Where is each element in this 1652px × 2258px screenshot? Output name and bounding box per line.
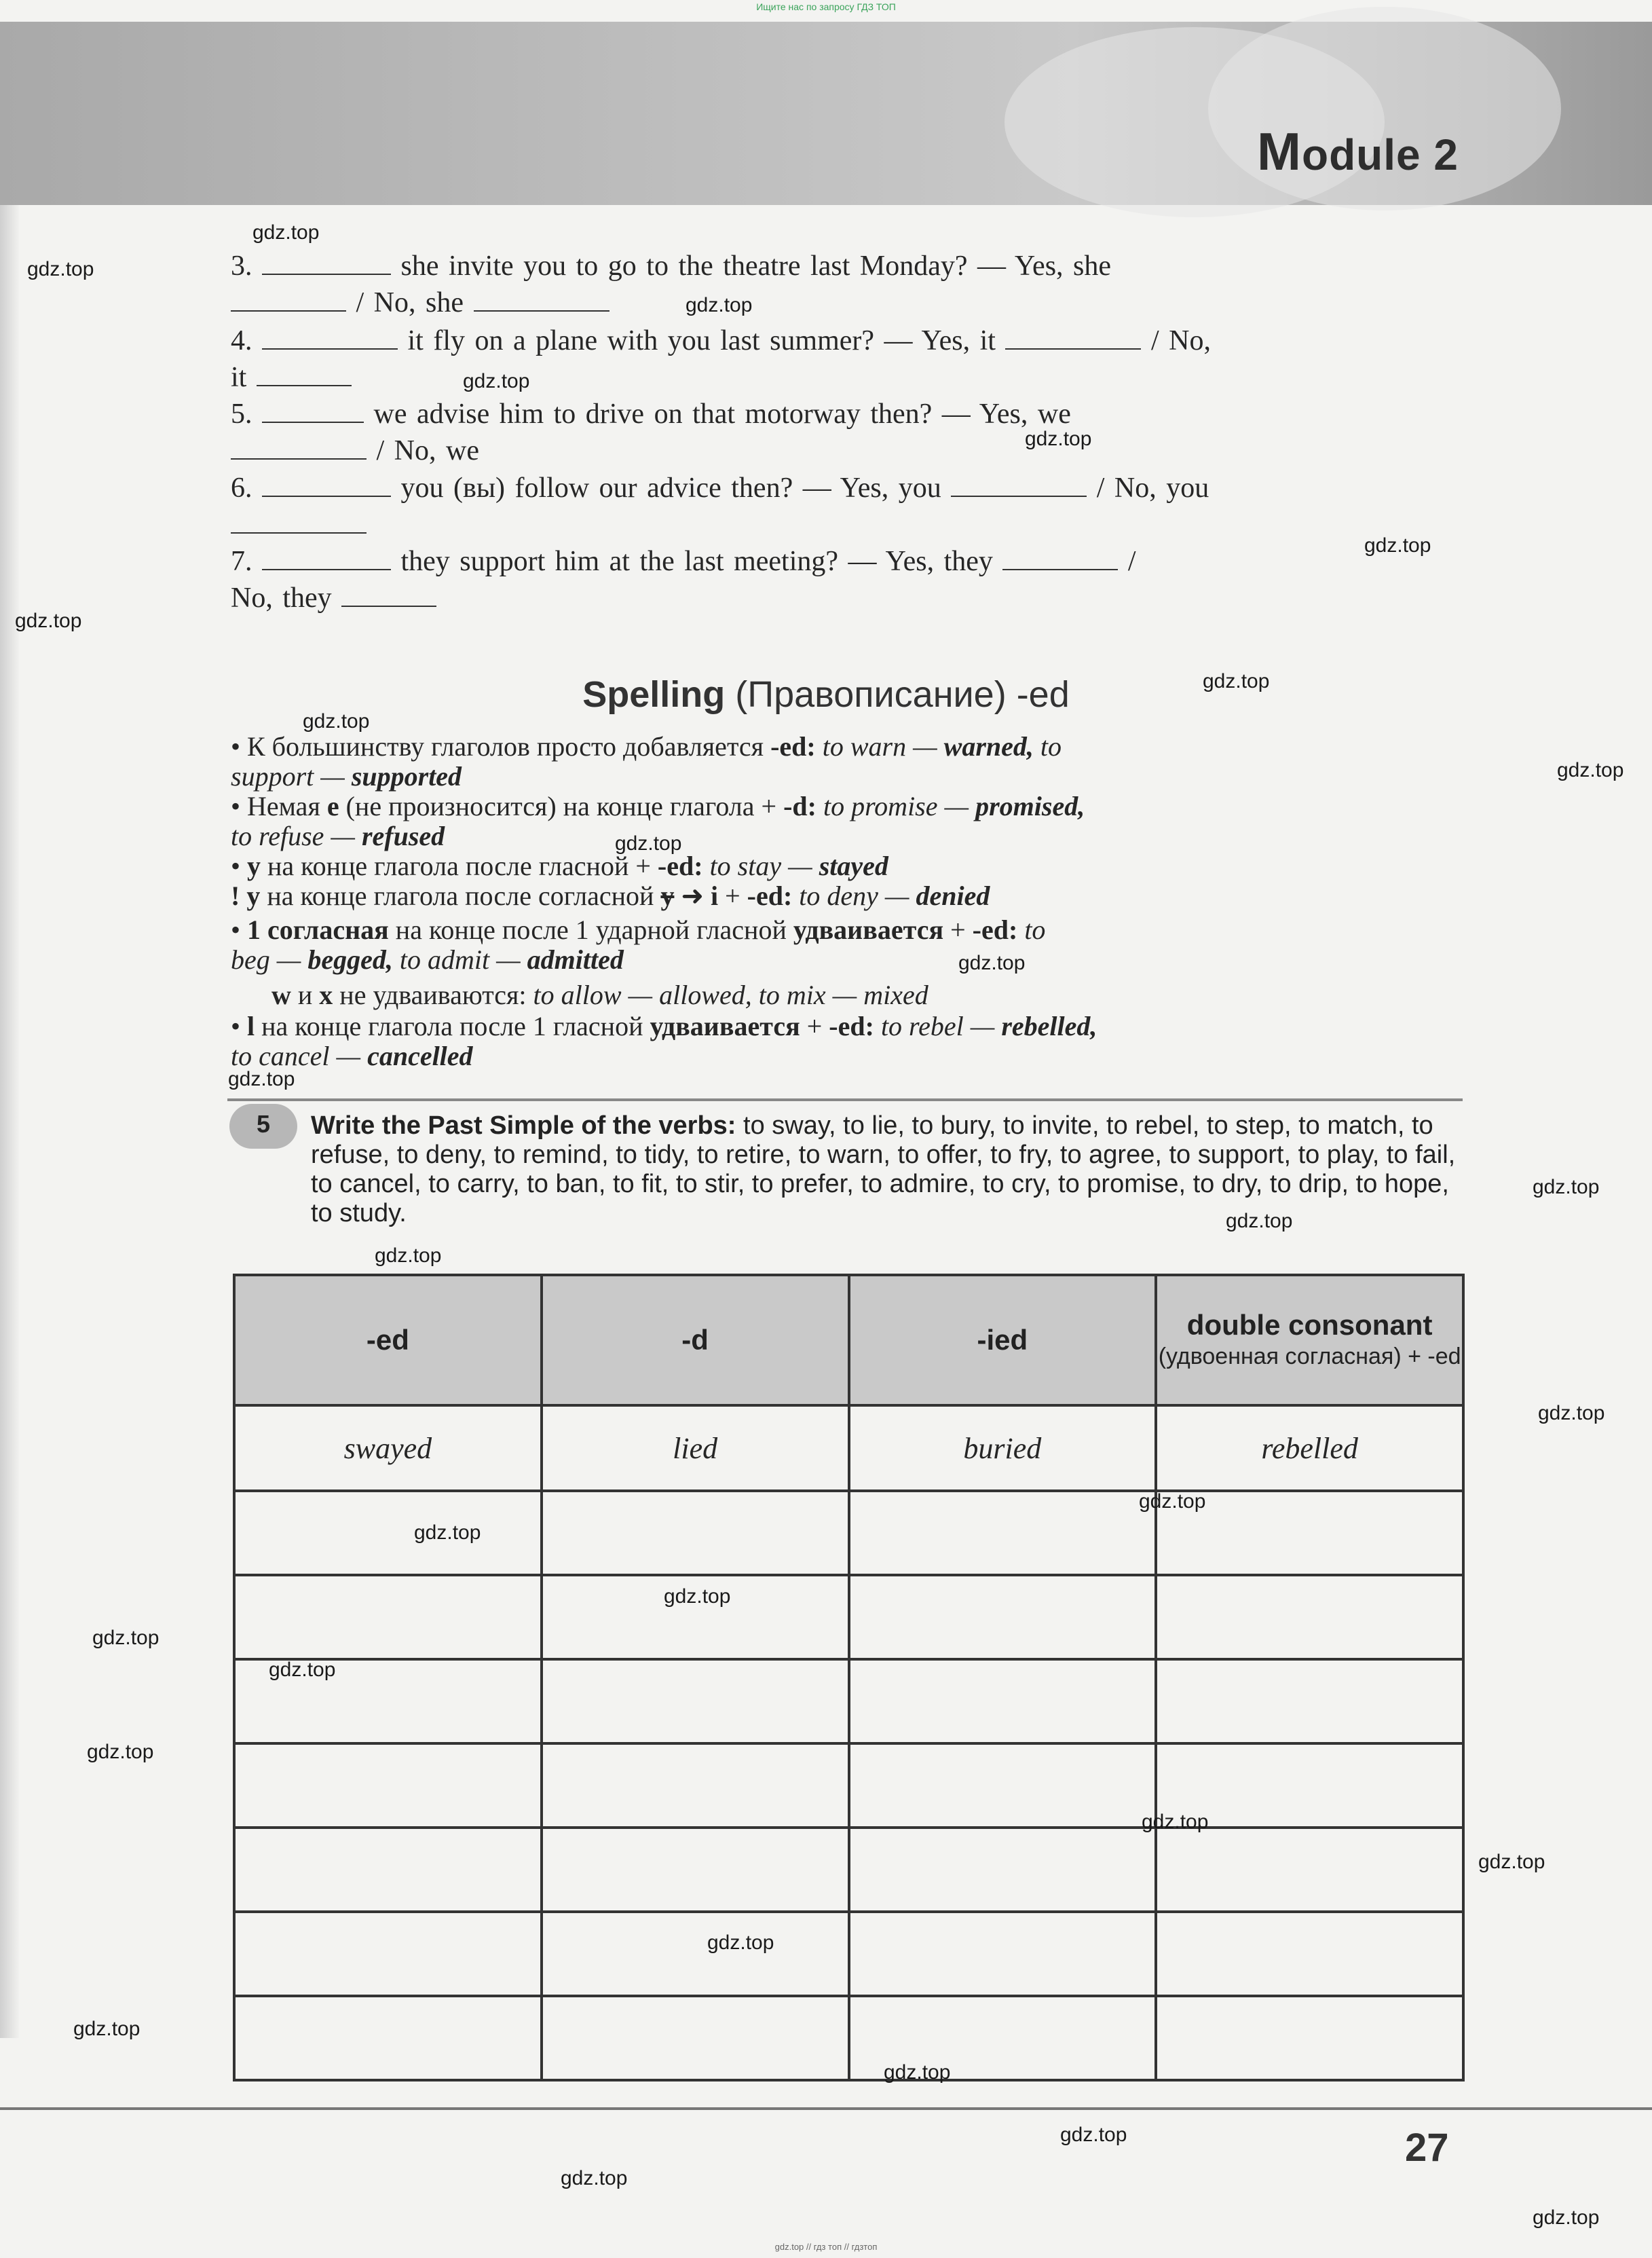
answer-cell[interactable] bbox=[849, 1659, 1157, 1743]
answer-cell[interactable] bbox=[542, 1743, 849, 1828]
spelling-rule-4: ! у на конце глагола после согласной y ➜ i + -ed: to deny — denied bbox=[231, 881, 990, 911]
spelling-title: Spelling (Правописание) -ed bbox=[582, 674, 1070, 715]
task-number-badge: 5 bbox=[229, 1104, 297, 1149]
task-divider bbox=[227, 1098, 1463, 1101]
watermark: gdz.top bbox=[1060, 2124, 1127, 2146]
watermark: gdz.top bbox=[269, 1659, 336, 1681]
answer-cell[interactable] bbox=[234, 1491, 542, 1575]
task-instruction: Write the Past Simple of the verbs: to sway, to lie, to bury, to invite, to rebel, to step, to match, to refuse, to deny, to remind, to tidy, to retire, to warn, to offer, to fry, to agree, to support, to play, to fail, to cancel, to carry, to ban, to fit, to stir, to prefer, to admire, to cry, to promise, to dry, to drip, to hope, to study. bbox=[311, 1111, 1456, 1227]
watermark: gdz.top bbox=[1139, 1490, 1206, 1513]
answer-cell[interactable] bbox=[542, 1491, 849, 1575]
page-binding-edge bbox=[0, 205, 19, 2038]
watermark: gdz.top bbox=[15, 610, 82, 632]
watermark: gdz.top bbox=[73, 2018, 140, 2040]
footer-rule bbox=[0, 2107, 1652, 2110]
watermark: gdz.top bbox=[1203, 670, 1270, 692]
spelling-rule-1: • К большинству глаголов просто добавляется -ed: to warn — warned, to support — supported bbox=[231, 731, 1062, 792]
answer-cell[interactable] bbox=[234, 1828, 542, 1912]
watermark: gdz.top bbox=[1226, 1210, 1293, 1232]
spelling-rule-6: w и x не удваиваются: to allow — allowed, to mix — mixed bbox=[271, 980, 928, 1010]
header-ied: -ied bbox=[849, 1275, 1157, 1405]
module-title: Module 2 bbox=[1256, 122, 1459, 181]
watermark: gdz.top bbox=[1533, 1176, 1600, 1198]
watermark: gdz.top bbox=[958, 952, 1026, 974]
watermark: gdz.top bbox=[884, 2061, 951, 2084]
spelling-rule-7: • l на конце глагола после 1 гласной удваивается + -ed: to rebel — rebelled, to cancel — cancelled bbox=[231, 1011, 1097, 1071]
spelling-rule-2: • Немая е (не произносится) на конце глагола + -d: to promise — promised, to refuse — refused bbox=[231, 791, 1085, 851]
watermark: gdz.top bbox=[463, 370, 530, 392]
exercise-3: 3. she invite you to go to the theatre last Monday? — Yes, she / No, she bbox=[231, 251, 1112, 318]
answer-cell[interactable] bbox=[1156, 1912, 1463, 1996]
example-ed: swayed bbox=[234, 1405, 542, 1491]
watermark: gdz.top bbox=[252, 221, 320, 244]
exercise-5: 5. we advise him to drive on that motorway then? — Yes, we / No, we bbox=[231, 399, 1071, 466]
answer-cell[interactable] bbox=[849, 1491, 1157, 1575]
watermark: gdz.top bbox=[1538, 1402, 1605, 1424]
answer-cell[interactable] bbox=[234, 1575, 542, 1659]
watermark: gdz.top bbox=[561, 2167, 628, 2189]
example-double: rebelled bbox=[1156, 1405, 1463, 1491]
exercise-6: 6. you (вы) follow our advice then? — Yes, you / No, you bbox=[231, 470, 1459, 543]
watermark: gdz.top bbox=[303, 710, 370, 733]
watermark: gdz.top bbox=[228, 1068, 295, 1090]
header-double-consonant: double consonant (удвоенная согласная) + -ed bbox=[1156, 1275, 1463, 1405]
watermark: gdz.top bbox=[414, 1521, 481, 1544]
answer-cell[interactable] bbox=[849, 1912, 1157, 1996]
watermark: gdz.top bbox=[375, 1244, 442, 1267]
watermark: gdz.top bbox=[1364, 534, 1431, 557]
watermark: gdz.top bbox=[664, 1585, 731, 1608]
watermark: gdz.top bbox=[92, 1627, 159, 1649]
bottom-note: gdz.top // гдз топ // гдзтоп bbox=[774, 2242, 878, 2252]
example-d: lied bbox=[542, 1405, 849, 1491]
answer-cell[interactable] bbox=[849, 1828, 1157, 1912]
answer-cell[interactable] bbox=[234, 1996, 542, 2080]
watermark: gdz.top bbox=[686, 294, 753, 316]
watermark: gdz.top bbox=[707, 1931, 774, 1954]
page-number: 27 bbox=[1405, 2126, 1449, 2170]
spelling-rule-5: • 1 согласная на конце после 1 ударной гласной удваивается + -ed: to beg — begged, to admit — admitted bbox=[231, 914, 1046, 975]
top-search-note: Ищите нас по запросу ГДЗ ТОП bbox=[756, 1, 896, 12]
watermark: gdz.top bbox=[1142, 1811, 1209, 1833]
answer-table bbox=[233, 1274, 1465, 2081]
answer-cell[interactable] bbox=[1156, 1575, 1463, 1659]
exercise-7: 7. they support him at the last meeting? — Yes, they / No, they bbox=[231, 546, 1136, 614]
answer-cell[interactable] bbox=[849, 1575, 1157, 1659]
example-ied: buried bbox=[849, 1405, 1157, 1491]
answer-cell[interactable] bbox=[542, 1996, 849, 2080]
answer-cell[interactable] bbox=[234, 1912, 542, 1996]
answer-cell[interactable] bbox=[1156, 1996, 1463, 2080]
answer-cell[interactable] bbox=[542, 1912, 849, 1996]
watermark: gdz.top bbox=[27, 258, 94, 280]
answer-cell[interactable] bbox=[1156, 1659, 1463, 1743]
header-d: -d bbox=[542, 1275, 849, 1405]
spelling-rule-3: • у на конце глагола после гласной + -ed: to stay — stayed bbox=[231, 851, 888, 881]
answer-cell[interactable] bbox=[234, 1743, 542, 1828]
watermark: gdz.top bbox=[615, 832, 682, 855]
header-ed: -ed bbox=[234, 1275, 542, 1405]
answer-cell[interactable] bbox=[542, 1828, 849, 1912]
watermark: gdz.top bbox=[87, 1741, 154, 1763]
answer-cell[interactable] bbox=[1156, 1828, 1463, 1912]
watermark: gdz.top bbox=[1478, 1851, 1545, 1873]
exercise-4: 4. it fly on a plane with you last summer? — Yes, it / No, it bbox=[231, 325, 1211, 393]
watermark: gdz.top bbox=[1557, 759, 1624, 781]
watermark: gdz.top bbox=[1025, 428, 1092, 450]
answer-cell[interactable] bbox=[542, 1659, 849, 1743]
watermark: gdz.top bbox=[1533, 2206, 1600, 2229]
answer-cell[interactable] bbox=[849, 1743, 1157, 1828]
